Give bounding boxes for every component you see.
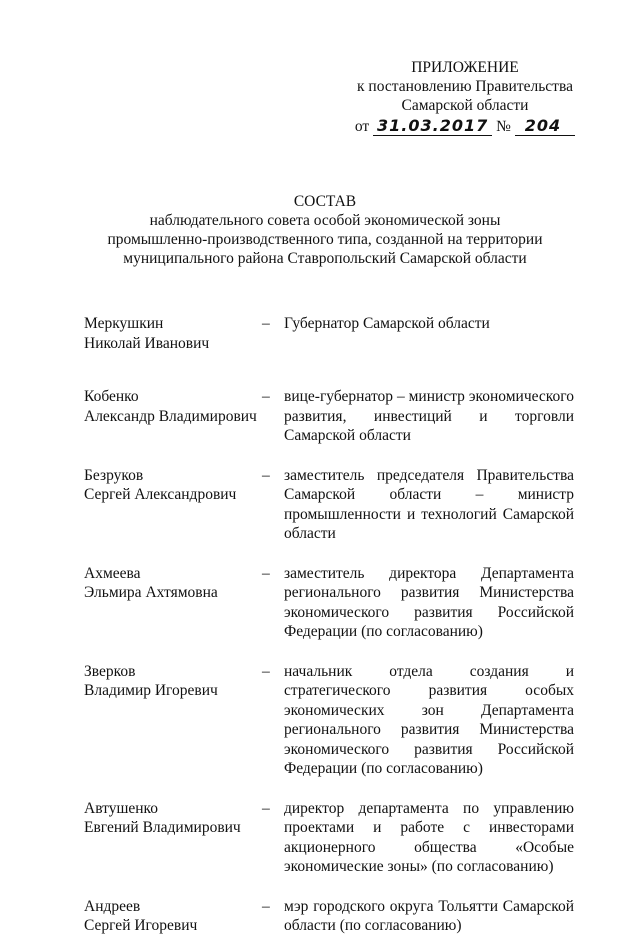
member-position: начальник отдела создания и стратегического развития особых экономических зон Департамента регионального развития Министерства экономического развития Российской Федерации (по согласованию) (284, 662, 574, 777)
member-entry (84, 799, 574, 877)
member-dash: – (262, 799, 270, 817)
appendix-heading: ПРИЛОЖЕНИЕ (411, 59, 519, 76)
member-position: директор департамента по управлению проектами и работе с инвесторами акционерного общества «Особые экономические зоны» (по согласованию) (284, 799, 574, 875)
member-position: заместитель директора Департамента регионального развития Министерства экономического развития Российской Федерации (по согласованию) (284, 564, 574, 640)
member-entry (84, 897, 574, 936)
member-entry (84, 662, 574, 779)
member-given-name: Николай Иванович (84, 334, 210, 352)
member-surname: Кобенко (84, 388, 139, 405)
member-given-name: Владимир Игоревич (84, 682, 218, 699)
member-entry (84, 314, 574, 353)
appendix-header (330, 58, 600, 136)
member-surname: Автушенко (84, 799, 159, 817)
document-subtitle-line: наблюдательного совета особой экономической зоны (149, 212, 501, 229)
member-name (84, 662, 254, 701)
member-given-name: Александр Владимирович (84, 407, 257, 425)
document-title-block (60, 192, 590, 268)
member-dash: – (262, 564, 270, 582)
member-name (84, 466, 254, 505)
document-subtitle-line: промышленно-производственного типа, созданной на территории (107, 231, 543, 248)
members-list (84, 314, 574, 936)
member-surname: Меркушкин (84, 315, 164, 332)
member-name (84, 314, 254, 353)
member-given-name: Евгений Владимирович (84, 819, 241, 836)
member-name (84, 799, 254, 838)
member-given-name: Сергей Александрович (84, 486, 237, 503)
member-position: мэр городского округа Тольятти Самарской области (по согласованию) (284, 897, 574, 934)
appendix-line-2: Самарской области (401, 97, 529, 114)
member-dash: – (262, 897, 270, 915)
member-surname: Зверков (84, 662, 136, 680)
member-entry (84, 387, 574, 446)
member-position: Губернатор Самарской области (284, 315, 490, 332)
member-dash: – (262, 315, 270, 332)
appendix-line-1: к постановлению Правительства (357, 78, 573, 95)
number-prefix: № (496, 118, 511, 135)
member-position: заместитель председателя Правительства Самарской области – министр промышленности и технологий Самарской области (284, 466, 574, 542)
member-dash: – (262, 388, 270, 405)
member-given-name: Эльмира Ахтямовна (84, 584, 218, 601)
member-surname: Ахмеева (84, 564, 141, 582)
member-surname: Андреев (84, 897, 141, 915)
date-prefix: от (354, 118, 370, 135)
handwritten-number: 204 (515, 116, 575, 136)
handwritten-date: 31.03.2017 (373, 116, 492, 136)
member-entry (84, 564, 574, 642)
member-surname: Безруков (84, 466, 144, 484)
member-dash: – (262, 662, 270, 680)
member-name (84, 387, 257, 426)
member-entry (84, 466, 574, 544)
member-dash: – (262, 466, 270, 484)
document-subtitle-line: муниципального района Ставропольский Самарской области (123, 250, 527, 267)
member-given-name: Сергей Игоревич (84, 917, 198, 934)
document-title: СОСТАВ (293, 193, 357, 210)
member-position: вице-губернатор – министр экономического развития, инвестиций и торговли Самарской области (284, 388, 574, 444)
appendix-date-line (330, 116, 600, 136)
member-name (84, 564, 254, 603)
member-name (84, 897, 254, 936)
